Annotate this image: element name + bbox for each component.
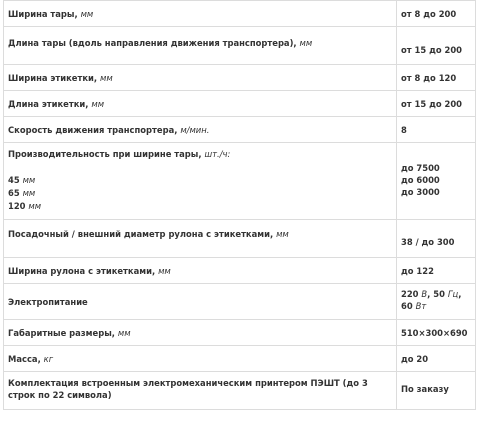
- table-row: [4, 372, 476, 410]
- sub-unit: мм: [28, 201, 42, 211]
- value-cell: По заказу: [397, 372, 476, 410]
- value-unit: Гц: [447, 289, 459, 299]
- table-row: [4, 284, 476, 320]
- param-unit: шт./ч:: [204, 149, 231, 159]
- table-row: [4, 258, 476, 284]
- spec-table: [3, 0, 476, 410]
- param-cell: [4, 258, 397, 284]
- param-cell: [4, 284, 397, 320]
- value-cell: от 8 до 120: [397, 65, 476, 91]
- value-cell: 38 / до 300: [397, 220, 476, 258]
- sub-width: 45: [8, 175, 20, 185]
- table-row: [4, 65, 476, 91]
- table-row: [4, 91, 476, 117]
- param-unit: мм: [158, 265, 171, 276]
- param-cell: [4, 372, 397, 410]
- value-cell: 8: [397, 117, 476, 143]
- sub-width: 120: [8, 201, 26, 211]
- table-row: [4, 143, 476, 220]
- param-label: Посадочный / внешний диаметр рулона с этикетками,: [8, 229, 277, 239]
- value-unit: Вт: [415, 301, 427, 311]
- param-unit: мм: [100, 72, 113, 83]
- table-row: [4, 346, 476, 372]
- value-cell: до 122: [397, 258, 476, 284]
- sub-value: до 7500: [401, 163, 440, 173]
- value-part: 220: [401, 289, 422, 299]
- param-cell: [4, 27, 397, 65]
- value-cell: от 15 до 200: [397, 27, 476, 65]
- param-unit: кг: [43, 353, 54, 364]
- value-cell: [397, 143, 476, 220]
- value-unit: В: [421, 289, 428, 299]
- table-row: [4, 117, 476, 143]
- param-cell: [4, 320, 397, 346]
- param-label: Масса,: [8, 353, 44, 364]
- param-cell: [4, 117, 397, 143]
- sub-item: [8, 187, 392, 199]
- table-row: [4, 1, 476, 27]
- param-cell: [4, 65, 397, 91]
- param-label: Ширина этикетки,: [8, 72, 100, 83]
- value-cell: до 20: [397, 346, 476, 372]
- param-cell: [4, 1, 397, 27]
- param-unit: мм: [91, 98, 105, 109]
- param-cell: [4, 143, 397, 220]
- param-unit: м/мин.: [180, 124, 210, 135]
- param-label: Длина этикетки,: [8, 98, 92, 109]
- table-row: [4, 27, 476, 65]
- sub-item: [8, 174, 392, 186]
- param-cell: [4, 220, 397, 258]
- value-part: , 50: [427, 289, 448, 299]
- sub-width: 65: [8, 188, 20, 198]
- param-cell: [4, 346, 397, 372]
- sub-value: до 6000: [401, 175, 440, 185]
- param-label: Ширина тары,: [8, 8, 81, 19]
- param-label: Габаритные размеры,: [8, 327, 118, 338]
- sub-value: до 3000: [401, 187, 440, 197]
- param-label: Комплектация встроенным электромеханическим принтером ПЭШТ (до 3 строк по 22 символа): [8, 378, 368, 400]
- sub-item: [8, 200, 392, 212]
- sub-unit: мм: [22, 188, 36, 198]
- param-unit: мм: [117, 327, 131, 338]
- param-unit: мм: [299, 38, 313, 48]
- param-label: Ширина рулона с этикетками,: [8, 265, 159, 276]
- value-cell: от 15 до 200: [397, 91, 476, 117]
- value-part: , 60: [401, 289, 462, 311]
- param-label: Скорость движения транспортера,: [8, 124, 181, 135]
- value-cell: 510×300×690: [397, 320, 476, 346]
- param-unit: мм: [276, 229, 289, 239]
- param-label: Электропитание: [8, 296, 88, 307]
- param-label: Длина тары (вдоль направления движения транспортера),: [8, 38, 300, 48]
- sub-unit: мм: [22, 175, 36, 185]
- param-unit: мм: [80, 8, 94, 19]
- param-cell: [4, 91, 397, 117]
- table-row: [4, 320, 476, 346]
- table-row: [4, 220, 476, 258]
- value-cell: от 8 до 200: [397, 1, 476, 27]
- value-cell: [397, 284, 476, 320]
- param-label: Производительность при ширине тары,: [8, 149, 205, 159]
